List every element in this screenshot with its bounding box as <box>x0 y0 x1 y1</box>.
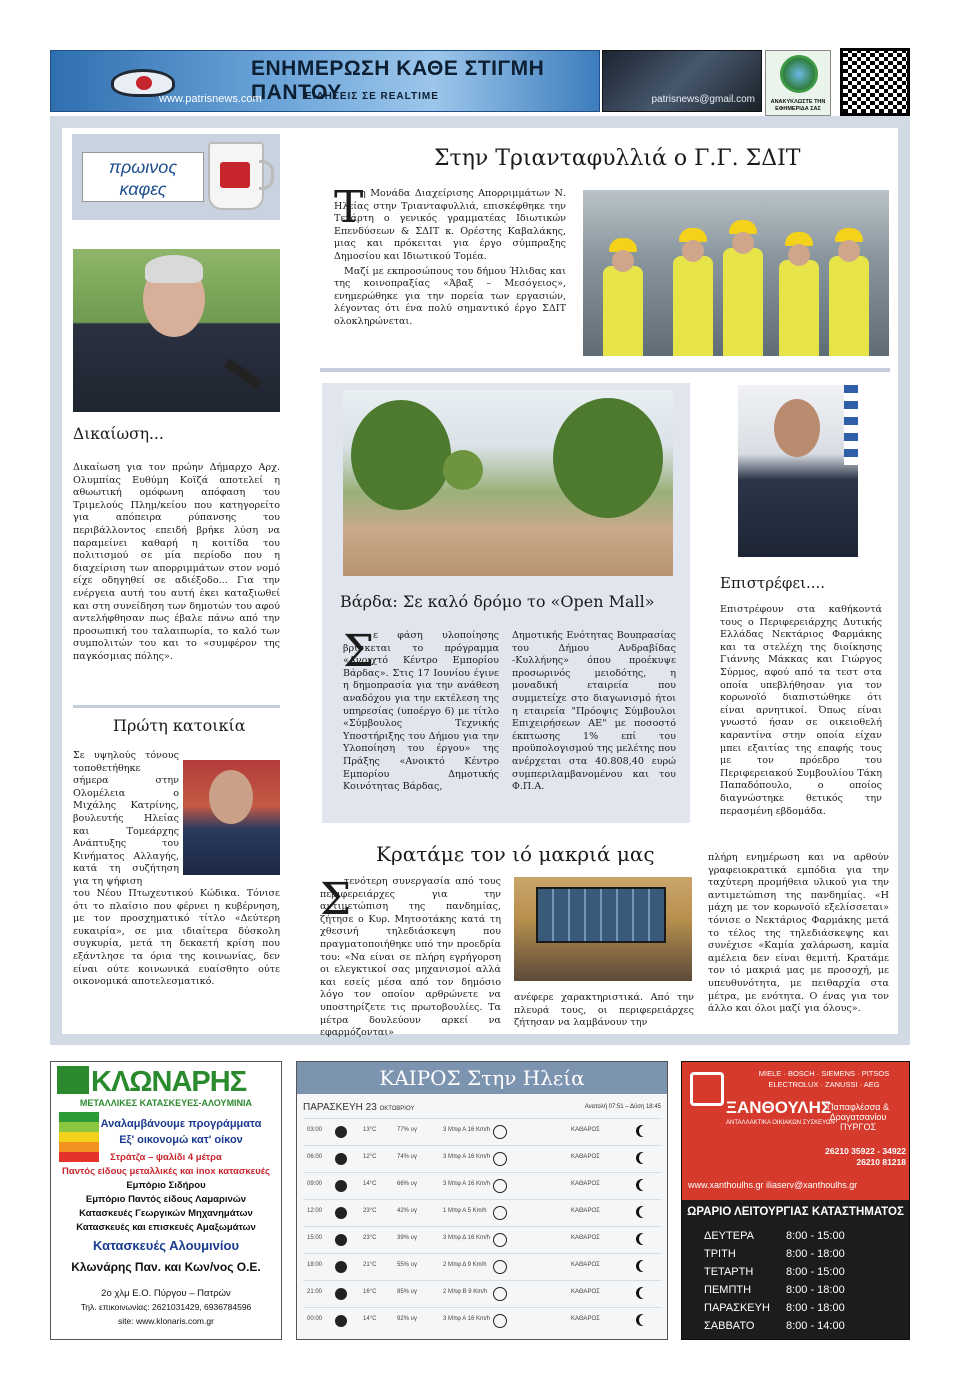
clock-icon <box>335 1288 347 1300</box>
recycle-globe-icon <box>780 55 818 93</box>
kafes-label <box>82 152 204 202</box>
weather-sky: ΚΑΘΑΡΟΣ <box>571 1235 600 1241</box>
xanth-phone2: 26210 81218 <box>856 1157 906 1167</box>
wind-direction-icon <box>493 1314 507 1328</box>
weather-humidity: 77% υγ <box>397 1127 417 1133</box>
greek-flag-icon <box>844 385 858 465</box>
hours-day: ΠΑΡΑΣΚΕΥΗ <box>704 1302 770 1314</box>
worker-figure <box>829 256 869 356</box>
weather-time: 18:00 <box>307 1262 323 1268</box>
video-wall <box>536 887 666 943</box>
klonaris-address: 2ο χλμ Ε.Ο. Πύργου – Πατρών <box>101 1288 231 1299</box>
weather-day: ΠΑΡΑΣΚΕΥΗ 23 <box>303 1102 377 1113</box>
portrait-hair <box>145 255 203 283</box>
worker-face <box>788 244 810 266</box>
weather-humidity: 39% υγ <box>397 1235 417 1241</box>
xanth-brands <box>744 1068 904 1090</box>
io-text-c: πλήρη ενημέρωση και να αρθούν γραφειοκρατικά εμπόδια για την ταχύτερη προμήθεια υλικού για την αντιμετώπιση της πανδημίας. «Η μάχη με τον κορωνοϊό εξελίσσεται» τόνισε ο Νεκτάριος Φαρμάκης μετά το τέλος της τηλεδιάσκεψης και συνέχισε «Καμία χαλάρωση, καμία αμέλεια δεν είναι θεμιτή. Κρατάμε τον ιό μακριά μας με προσοχή, με υπευθυνότητα, με πειθαρχία στα μέτρα, με ενότητα. Ο ένας για τον άλλο και όλοι μαζί για όλους». <box>708 852 889 1015</box>
mall-dropcap: Σ <box>343 626 375 677</box>
xanth-banner <box>682 1062 909 1200</box>
weather-month: ΟΚΤΩΒΡΙΟΥ <box>379 1106 415 1112</box>
klonaris-line4: Εμπόριο Παντός είδους Λαμαρινών <box>85 1194 247 1205</box>
weather-sky: ΚΑΘΑΡΟΣ <box>571 1181 600 1187</box>
weather-sky: ΚΑΘΑΡΟΣ <box>571 1316 600 1322</box>
io-text-b: ανέφερε χαρακτηριστικά. Από την πλευρά τους, οι περιφερειάρχες ζήτησαν να λαμβάνουν την <box>514 992 694 1029</box>
hours-time: 8:00 - 15:00 <box>786 1266 845 1278</box>
xanth-phones <box>806 1146 906 1168</box>
klonaris-promo1: Αναλαμβάνουμε προγράμματα <box>100 1118 262 1130</box>
katoikia-title: Πρώτη κατοικία <box>113 716 246 735</box>
photo-open-mall <box>343 390 673 576</box>
klonaris-line2: Παντός είδους μεταλλικές και inox κατασκευές <box>62 1166 270 1177</box>
weather-row <box>303 1145 661 1171</box>
weather-temp: 13°C <box>363 1127 377 1133</box>
worker-face <box>612 250 634 272</box>
moon-icon <box>639 1152 651 1164</box>
qr-code[interactable] <box>840 48 910 116</box>
weather-sky: ΚΑΘΑΡΟΣ <box>571 1154 600 1160</box>
xanth-name: ΞΑΝΘΟΥΛΗΣ <box>726 1098 832 1117</box>
klonaris-badge-icon <box>57 1066 89 1094</box>
portrait-face <box>209 770 253 824</box>
clock-icon <box>335 1234 347 1246</box>
klonaris-promo2: Εξ' οικονομώ κατ' οίκον <box>119 1134 243 1146</box>
wind-direction-icon <box>493 1125 507 1139</box>
hours-day: ΠΕΜΠΤΗ <box>704 1284 752 1296</box>
mall-text-b: Δημοτικής Ενότητας Βουπρασίας του Δήμου Ανδραβίδας -Κυλλήνης» όπου προέκυψε προσωρινός μειοδότης, η μοναδική εταιρεία που συμμετείχε στο διαγωνισμό ήτοι η εταιρεία "Πρόοψις Σύμβουλοι Επιχειρήσεων ΑΕ" με ποσοστό έκπτωσης 1% επί του προϋπολογισμού της μελέτης που ανέρχεται στα 40.808,40 ευρώ συμπεριλαμβανομένου και του Φ.Π.Α. <box>512 630 676 793</box>
weather-humidity: 74% υγ <box>397 1154 417 1160</box>
xanth-address: Παπαφλέσσα & Δραγατσανίου ΠΥΡΓΟΣ <box>827 1102 889 1132</box>
worker-face <box>732 232 754 254</box>
klonaris-line1: Στράτζα – ψαλίδι 4 μέτρα <box>110 1152 222 1163</box>
ad-klonaris[interactable] <box>50 1061 282 1340</box>
photo-katrinis <box>183 760 280 875</box>
weather-sky: ΚΑΘΑΡΟΣ <box>571 1127 600 1133</box>
weather-time: 15:00 <box>307 1235 323 1241</box>
epistrefei-text: Επιστρέφουν στα καθήκοντά τους ο Περιφερειάρχης Δυτικής Ελλάδας Νεκτάριος Φαρμάκης και τα στελέχη της διοίκησης Γιάννης Μάκκας και Γιώργος Σύρμος, αφού από τα τεστ στα οποία υπεβλήθησαν για τον κορωνοϊό διαπιστώθηκε ότι είναι αρνητικοί. Όπως είναι γνωστό ήσαν σε οικειοθελή καραντίνα στην οποία είχαν μπει εξαιτίας της επαφής τους με τον πρόεδρο του Περιφερειακού Συμβουλίου Τάκη Παπαδόπουλο, ο οποίος διαγνώστηκε θετικός την περασμένη εβδομάδα. <box>720 604 882 817</box>
worker-figure <box>779 260 819 356</box>
weather-sun-times: Ανατολή 07:51 – Δύση 18:45 <box>584 1104 661 1110</box>
wind-direction-icon <box>493 1287 507 1301</box>
middle-divider <box>320 368 890 372</box>
weather-row <box>303 1199 661 1225</box>
xanth-hours-title: ΩΡΑΡΙΟ ΛΕΙΤΟΥΡΓΙΑΣ ΚΑΤΑΣΤΗΜΑΤΟΣ <box>687 1206 904 1218</box>
weather-row <box>303 1118 661 1144</box>
photo-teleconference <box>514 877 692 981</box>
wind-direction-icon <box>493 1206 507 1220</box>
weather-humidity: 92% υγ <box>397 1316 417 1322</box>
moon-icon <box>639 1233 651 1245</box>
mall-title: Βάρδα: Σε καλό δρόμο το «Open Mall» <box>340 592 655 611</box>
worker-face <box>838 240 860 262</box>
weather-time: 03:00 <box>307 1127 323 1133</box>
tree-icon <box>443 450 483 490</box>
coffee-cup-icon <box>208 142 264 210</box>
weather-title: ΚΑΙΡΟΣ Στην Ηλεία <box>297 1062 667 1094</box>
klonaris-line8: Κλωνάρης Παν. και Κων/νος Ο.Ε. <box>71 1260 261 1274</box>
ad-xanthoulis[interactable] <box>681 1061 910 1340</box>
wind-direction-icon <box>493 1152 507 1166</box>
klonaris-logo <box>57 1066 279 1096</box>
header-headline: ΕΝΗΜΕΡΩΣΗ ΚΑΘΕ ΣΤΙΓΜΗ ΠΑΝΤΟΥ <box>251 57 545 104</box>
weather-row <box>303 1253 661 1279</box>
epistrefei-title: Επιστρέφει.... <box>720 574 826 592</box>
weather-header <box>303 1102 661 1113</box>
hours-time: 8:00 - 18:00 <box>786 1248 845 1260</box>
weather-sky: ΚΑΘΑΡΟΣ <box>571 1289 600 1295</box>
hours-time: 8:00 - 15:00 <box>786 1230 845 1242</box>
klonaris-tagline: ΜΕΤΑΛΛΙΚΕΣ ΚΑΤΑΣΚΕΥΕΣ-ΑΛΟΥΜΙΝΙΑ <box>79 1098 253 1108</box>
weather-time: 12:00 <box>307 1208 323 1214</box>
proinos-kafes-logo <box>72 134 280 220</box>
moon-icon <box>639 1206 651 1218</box>
weather-wind: 3 Μπφ Α 16 Km/h <box>443 1154 490 1160</box>
xanth-brands-line1: MIELE · BOSCH · SIEMENS · PITSOS <box>758 1069 890 1078</box>
moon-icon <box>639 1314 651 1326</box>
klonaris-line6: Κατασκευές και επισκευές Αμαξωμάτων <box>76 1222 256 1233</box>
weather-humidity: 66% υγ <box>397 1181 417 1187</box>
weather-time: 09:00 <box>307 1181 323 1187</box>
klonaris-line7: Κατασκευές Αλουμινίου <box>92 1238 240 1253</box>
weather-row <box>303 1226 661 1252</box>
weather-time: 21:00 <box>307 1289 323 1295</box>
io-dropcap: Σ <box>320 874 352 925</box>
hours-day: ΣΑΒΒΑΤΟ <box>704 1320 755 1332</box>
sdit-title: Στην Τριανταφυλλιά ο Γ.Γ. ΣΔΙΤ <box>434 146 801 171</box>
weather-temp: 16°C <box>363 1289 377 1295</box>
weather-wind: 1 Μπφ Α 5 Km/h <box>443 1208 487 1214</box>
header-banner <box>50 50 600 112</box>
photo-farmakis <box>738 385 858 557</box>
weather-wind: 3 Μπφ Δ 16 Km/h <box>443 1235 490 1241</box>
portrait-face <box>774 399 820 457</box>
hours-day: ΔΕΥΤΕΡΑ <box>704 1230 754 1242</box>
hours-time: 8:00 - 18:00 <box>786 1284 845 1296</box>
microphone-icon <box>224 358 263 389</box>
sdit-dropcap: Τ <box>334 182 364 233</box>
weather-wind: 2 Μπφ Δ 9 Km/h <box>443 1262 487 1268</box>
worker-figure <box>603 266 643 356</box>
tree-icon <box>553 398 663 518</box>
clock-icon <box>335 1126 347 1138</box>
tree-icon <box>351 400 451 510</box>
klonaris-line3: Εμπόριο Σιδήρου <box>126 1180 206 1191</box>
xanth-web[interactable]: www.xanthoulhs.gr iliaserv@xanthoulhs.gr <box>688 1180 858 1190</box>
weather-temp: 14°C <box>363 1181 377 1187</box>
mall-text-a: ε φάση υλοποίησης βρίσκεται το πρόγραμμα «Ανοιχτό Κέντρο Εμπορίου Βάρδας». Στις 17 Ιουνίου έγινε η δημοπρασία για την ανάθεση αναδόχου για την εκτέλεση της υπηρεσίας (υποέργο 6) με τίτλο «Σύμβουλος Τεχνικής Υποστήριξης του Δήμου για την Υλοποίηση του έργου» της Πράξης «Ανοικτό Κέντρο Εμπορίου Δημοτικής Κοινότητας Βάρδας, <box>343 630 499 793</box>
weather-sky: ΚΑΘΑΡΟΣ <box>571 1262 600 1268</box>
clock-icon <box>335 1207 347 1219</box>
photo-koitzas <box>73 249 280 412</box>
xanth-phone1: 26210 35922 - 34922 <box>825 1146 906 1156</box>
weather-humidity: 85% υγ <box>397 1289 417 1295</box>
worker-figure <box>723 248 763 356</box>
weather-time: 06:00 <box>307 1154 323 1160</box>
worker-face <box>682 240 704 262</box>
weather-temp: 12°C <box>363 1154 377 1160</box>
hours-time: 8:00 - 14:00 <box>786 1320 845 1332</box>
xanth-sub: ΑΝΤΑΛΛΑΚΤΙΚΑ ΟΙΚΙΑΚΩΝ ΣΥΣΚΕΥΩΝ <box>726 1120 835 1126</box>
weather-humidity: 42% υγ <box>397 1208 417 1214</box>
clock-icon <box>335 1153 347 1165</box>
weather-row <box>303 1307 661 1333</box>
weather-temp: 21°C <box>363 1262 377 1268</box>
worker-figure <box>673 256 713 356</box>
kafes-line2: καφες <box>119 179 167 199</box>
weather-temp: 23°C <box>363 1235 377 1241</box>
clock-icon <box>335 1261 347 1273</box>
weather-wind: 2 Μπφ Β 9 Km/h <box>443 1289 488 1295</box>
clock-icon <box>335 1315 347 1327</box>
photo-workers <box>583 190 889 356</box>
klonaris-phone: Τηλ. επικοινωνίας: 2621031429, 6936784596 <box>80 1302 252 1312</box>
left-divider <box>73 705 280 708</box>
weather-temp: 14°C <box>363 1316 377 1322</box>
moon-icon <box>639 1287 651 1299</box>
io-text-a: τενότερη συνεργασία από τους περιφερειάρχες για την αντιμετώπιση της πανδημίας, ζήτησε ο Κυρ. Μητσοτάκης κατά τη χθεσινή τηλεδιάσκεψη που πραγματοποιήθηκε υπό την προεδρία του: «Να είναι σε πλήρη εγρήγορση οι ελεγκτικοί σας μηχανισμοί αλλά και εσείς μέσα από τον δημόσιο λόγο τον οποίον αρθρώνετε να υποστηρίζετε τις πρωτοβουλίες. Τα μέτρα δουλεύουν αρκεί να εφαρμόζονται» <box>320 876 501 1039</box>
weather-humidity: 55% υγ <box>397 1262 417 1268</box>
weather-row <box>303 1172 661 1198</box>
house-logo-icon <box>690 1072 724 1106</box>
klonaris-site[interactable]: site: www.klonaris.com.gr <box>118 1316 214 1326</box>
cup-logo-icon <box>220 162 250 188</box>
hours-day: ΤΕΤΑΡΤΗ <box>704 1266 754 1278</box>
sdit-text <box>334 182 566 329</box>
header-subline: ΕΙΔΗΣΕΙΣ ΣΕ REALTIME <box>305 91 439 102</box>
moon-icon <box>639 1260 651 1272</box>
weather-sky: ΚΑΘΑΡΟΣ <box>571 1208 600 1214</box>
recycle-caption: ΑΝΑΚΥΚΛΩΣΤΕ ΤΗΝ ΕΦΗΜΕΡΙΔΑ ΣΑΣ <box>770 99 826 112</box>
hours-day: ΤΡΙΤΗ <box>704 1248 736 1260</box>
dikaiosi-text: Δικαίωση για τον πρώην Δήμαρχο Αρχ. Ολυμπίας Ευθύμη Κοϊζά αποτελεί η αθωωτική ομόφωνη απόφαση του Τριμελούς Πλημ/κείου που κατηγορείτο για απόπειρα ρύπανσης του περιβάλλοντος επειδή βρήκε λύση να παραμείνει καθαρή η κοιτίδα του πολιτισμού σε μία περίοδο που η διαχείριση των απορριμμάτων στον νομό είχε οδηγηθεί σε αδιέξοδο... Για την ενέργεια αυτή του αυτή έκει καταξιωθεί και στη συνείδηση των δημοτών του αφού αντελήφθησαν πως έβαλε πάνω από την προσωπική του ταλαιπωρία, το καλό των συμπολιτών του και το «συμφέρον της παγκόσμιας πόλης». <box>73 462 280 662</box>
moon-icon <box>639 1179 651 1191</box>
weather-wind: 3 Μπφ Α 16 Km/h <box>443 1127 490 1133</box>
recycle-badge <box>765 50 831 116</box>
weather-wind: 3 Μπφ Α 16 Km/h <box>443 1316 490 1322</box>
katoikia-text-a: Σε υψηλούς τόνους τοποθετήθηκε σήμερα στην Ολομέλεια ο Μιχάλης Κατρίνης, βουλευτής Ηλείας και Τομεάρχης Ανάπτυξης του Κινήματος Αλλαγής, κατά τη συζήτηση για τη ψήφιση <box>73 750 179 887</box>
weather-wind: 3 Μπφ Α 16 Km/h <box>443 1181 490 1187</box>
header-email[interactable]: patrisnews@gmail.com <box>651 94 755 105</box>
moon-icon <box>639 1125 651 1137</box>
header-email-banner <box>602 50 762 112</box>
klonaris-line5: Κατασκευές Γεωργικών Μηχανημάτων <box>79 1208 253 1219</box>
clock-icon <box>335 1180 347 1192</box>
wind-direction-icon <box>493 1233 507 1247</box>
wind-direction-icon <box>493 1179 507 1193</box>
header-url[interactable]: www.patrisnews.com <box>159 93 262 105</box>
io-title: Κρατάμε τον ιό μακριά μας <box>376 842 655 866</box>
weather-widget <box>296 1061 668 1340</box>
weather-temp: 23°C <box>363 1208 377 1214</box>
sdit-paragraph-1: η Μονάδα Διαχείρισης Απορριμμάτων Ν. Ηλείας στην Τριανταφυλλιά, επισκέφθηκε την Τετάρτη ο γενικός γραμματέας Ιδιωτικών Επενδύσεων & ΣΔΙΤ κ. Ορέστης Καβαλάκης, μιας και πρόκειται για έργο σύμπραξης Δημοσίου και Ιδιωτικού Τομέα. <box>334 188 566 262</box>
wind-direction-icon <box>493 1260 507 1274</box>
weather-row <box>303 1280 661 1306</box>
katoikia-text-b: του Νέου Πτωχευτικού Κώδικα. Τόνισε ότι το πλαίσιο που φέρνει η κυβέρνηση, με τον προσχηματικό τίτλο «Δεύτερη ευκαιρία», σε μια ιδιαίτερα δύσκολη συγκυρία, μετά τη δεκαετή κρίση που εξάντλησε τα όρια της κοινωνίας, δεν είναι ούτε κοινωνικά ευαίσθητο ούτε οικονομικά αποτελεσματικό. <box>73 888 280 988</box>
dikaiosi-title: Δικαίωση... <box>73 425 164 443</box>
hours-time: 8:00 - 18:00 <box>786 1302 845 1314</box>
kafes-line1: πρωινος <box>108 157 178 177</box>
sdit-paragraph-2: Μαζί με εκπροσώπους του δήμου Ήλιδας και της κοινοπραξίας «Άβαξ – Μεσόγειος», ενημερώθηκε για την πορεία των εργασιών, λέγοντας ότι ένα πολύ σημαντικό έργο ΣΔΙΤ ολοκληρώνεται. <box>334 265 566 327</box>
klonaris-name: ΚΛΩΝΑΡΗΣ <box>91 1066 247 1098</box>
weather-time: 00:00 <box>307 1316 323 1322</box>
xanth-brands-line2: ELECTROLUX · ZANUSSI · AEG <box>768 1080 880 1089</box>
